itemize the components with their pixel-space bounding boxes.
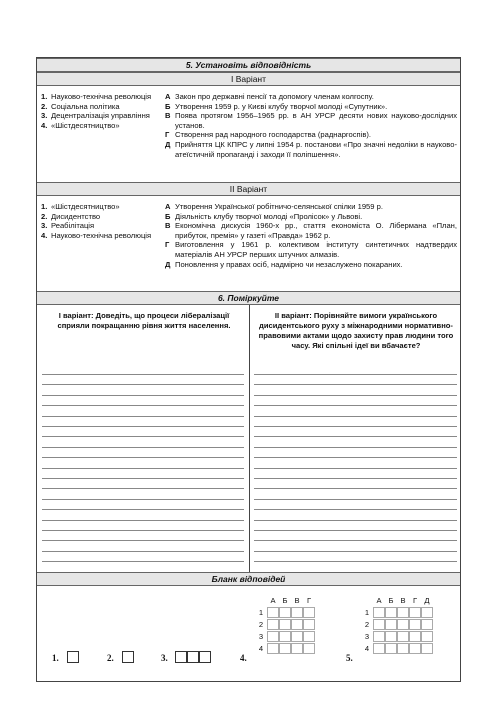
answer-5-grid-cell[interactable] <box>409 607 421 618</box>
variant2-left-item <box>41 231 161 241</box>
variant2-answer-line[interactable] <box>254 509 457 510</box>
variant2-left-item <box>41 221 161 231</box>
answer-5-grid-cell[interactable] <box>385 631 397 642</box>
variant2-body <box>37 202 460 302</box>
variant2-right-text: Діяльність клубу творчої молоді «Пролісок» у Львові. <box>175 211 363 221</box>
answer-4-grid-cell[interactable] <box>279 607 291 618</box>
variant1-answer-line[interactable] <box>42 416 244 417</box>
variant2-answer-line[interactable] <box>254 405 457 406</box>
answer-5-grid-cell[interactable] <box>373 607 385 618</box>
answer-5-grid-cell[interactable] <box>385 607 397 618</box>
answer-5-grid-cell[interactable] <box>409 631 421 642</box>
variant1-answer-line[interactable] <box>42 488 244 489</box>
answer-5-grid-cell[interactable] <box>373 631 385 642</box>
section5-title: 5. Установіть відповідність <box>37 58 460 72</box>
variant1-answer-line[interactable] <box>42 384 244 385</box>
section6-title: 6. Поміркуйте <box>37 291 460 305</box>
variant1-left-list <box>41 92 161 130</box>
variant1-title: I Варіант <box>37 72 460 86</box>
answer-4-grid-row-label: 4 <box>258 644 264 653</box>
variant1-right-item <box>165 102 457 112</box>
variant2-answer-line[interactable] <box>254 520 457 521</box>
variant1-answer-line[interactable] <box>42 395 244 396</box>
answer-5-grid-cell[interactable] <box>421 631 433 642</box>
answer-5-grid-col-label: А <box>376 596 382 605</box>
variant2-title: II Варіант <box>37 182 460 196</box>
answer-4-grid-cell[interactable] <box>291 631 303 642</box>
variant2-right-item <box>165 212 457 222</box>
variant1-left-item <box>41 111 161 121</box>
variant2-left-marker: 1. <box>41 202 48 211</box>
answer-4-label: 4. <box>240 653 247 663</box>
answer-4-grid-cell[interactable] <box>267 643 279 654</box>
task6-variant2-question: II варіант: Порівняйте вимоги українського дисидентського руху з міжнародними нормативно-правовими актами щодо захисту прав людини того часу. Які спільні ідеї ви вбачаєте? <box>258 311 454 350</box>
variant1-right-text: Поява протягом 1956–1965 рр. в АН УРСР десяти нових науково-дослідних установ. <box>175 111 457 130</box>
variant2-answer-line[interactable] <box>254 436 457 437</box>
variant1-answer-line[interactable] <box>42 561 244 562</box>
variant1-left-text: Соціальна політика <box>51 101 120 111</box>
answer-4-grid-cell[interactable] <box>267 607 279 618</box>
variant2-right-item <box>165 240 457 259</box>
variant2-left-text: Науково-технічна революція <box>51 230 152 240</box>
variant1-left-text: «Шістдесятництво» <box>51 120 120 130</box>
variant1-left-marker: 4. <box>41 120 48 130</box>
variant2-right-marker: Б <box>165 211 171 221</box>
variant2-right-list <box>165 202 457 269</box>
variant2-answer-line[interactable] <box>254 457 457 458</box>
answer-4-grid-cell[interactable] <box>291 607 303 618</box>
answer-5-grid-col-label: В <box>400 596 406 605</box>
answer-4-grid-cell[interactable] <box>291 643 303 654</box>
task6-area <box>37 305 460 572</box>
answer-4-grid-col-label: Б <box>282 596 288 605</box>
variant1-right-item <box>165 130 457 140</box>
variant2-left-text: Реабілітація <box>51 221 95 231</box>
variant2-answer-line[interactable] <box>254 551 457 552</box>
answer-5-grid-cell[interactable] <box>409 643 421 654</box>
answer-1-box[interactable] <box>67 651 79 663</box>
answer-4-grid-cell[interactable] <box>303 631 315 642</box>
variant1-right-marker: Д <box>165 139 171 149</box>
answer-4-grid-cell[interactable] <box>279 631 291 642</box>
answer-sheet <box>37 586 460 682</box>
variant1-left-item <box>41 121 161 131</box>
answer-5-grid-col-label: Г <box>412 596 418 605</box>
variant2-answer-line[interactable] <box>254 468 457 469</box>
variant1-answer-line[interactable] <box>42 551 244 552</box>
variant1-right-marker: Б <box>165 101 171 111</box>
variant2-answer-line[interactable] <box>254 499 457 500</box>
answer-1-label: 1. <box>52 653 59 663</box>
answer-4-grid-cell[interactable] <box>303 607 315 618</box>
variant1-right-item <box>165 140 457 159</box>
answer-4-grid-cell[interactable] <box>303 619 315 630</box>
variant2-left-marker: 3. <box>41 221 48 231</box>
variant2-answer-line[interactable] <box>254 478 457 479</box>
answer-5-grid-cell[interactable] <box>373 619 385 630</box>
variant2-right-marker: А <box>165 202 171 211</box>
answer-5-grid-row-label: 1 <box>364 608 370 617</box>
answer-3-box-2[interactable] <box>187 651 199 663</box>
variant1-right-marker: Г <box>165 130 170 140</box>
answer-4-grid-cell[interactable] <box>303 643 315 654</box>
variant2-right-text: Виготовлення у 1961 р. колективом інституту синтетичних надтвердих матеріалів АН УРСР перших штучних алмазів. <box>175 240 457 259</box>
answer-5-grid-cell[interactable] <box>397 643 409 654</box>
answer-4-grid-cell[interactable] <box>279 643 291 654</box>
answer-5-grid-row-label: 3 <box>364 632 370 641</box>
variant1-answer-line[interactable] <box>42 374 244 375</box>
answer-3-box-1[interactable] <box>175 651 187 663</box>
variant2-right-marker: В <box>165 221 171 231</box>
variant2-answer-line[interactable] <box>254 540 457 541</box>
variant2-answer-line[interactable] <box>254 384 457 385</box>
answer-3-label: 3. <box>161 653 168 663</box>
answer-4-grid-row-label: 1 <box>258 608 264 617</box>
answer-4-grid-cell[interactable] <box>267 619 279 630</box>
variant1-left-marker: 1. <box>41 92 48 101</box>
answer-3-box-3[interactable] <box>199 651 211 663</box>
answer-5-grid-col-label: Б <box>388 596 394 605</box>
variant1-right-text: Прийняття ЦК КПРС у липні 1954 р. постанови «Про значні недоліки в науково-атеїстичній пропаганді і заходи її поліпшення». <box>175 139 457 159</box>
variant1-answer-line[interactable] <box>42 426 244 427</box>
variant2-answer-line[interactable] <box>254 488 457 489</box>
variant1-answer-line[interactable] <box>42 530 244 531</box>
variant2-right-text: Поновлення у правах осіб, надмірно чи незаслужено покараних. <box>175 259 403 269</box>
variant1-left-text: Науково-технічна революція <box>51 92 152 101</box>
variant1-answer-line[interactable] <box>42 405 244 406</box>
variant1-answer-line[interactable] <box>42 436 244 437</box>
answer-5-grid-col-label: Д <box>424 596 430 605</box>
answer-5-grid-cell[interactable] <box>409 619 421 630</box>
variant1-answer-line[interactable] <box>42 540 244 541</box>
variant2-right-item <box>165 260 457 270</box>
answer-5-grid-cell[interactable] <box>397 607 409 618</box>
variant1-left-item <box>41 102 161 112</box>
answer-4-grid-cell[interactable] <box>267 631 279 642</box>
variant2-left-text: Дисидентство <box>51 211 101 221</box>
variant2-answer-line[interactable] <box>254 426 457 427</box>
answer-5-grid-row-label: 4 <box>364 644 370 653</box>
answer-4-grid-row-label: 3 <box>258 632 264 641</box>
variant2-left-item <box>41 212 161 222</box>
answer-2-label: 2. <box>107 653 114 663</box>
variant2-left-item <box>41 202 161 212</box>
variant2-left-list <box>41 202 161 240</box>
variant2-answer-line[interactable] <box>254 447 457 448</box>
variant1-right-text: Утворення 1959 р. у Києві клубу творчої молоді «Супутник». <box>175 101 388 111</box>
variant1-answer-line[interactable] <box>42 499 244 500</box>
variant2-right-marker: Д <box>165 259 171 269</box>
worksheet-frame <box>36 57 461 682</box>
variant2-right-marker: Г <box>165 240 170 250</box>
variant2-left-marker: 4. <box>41 230 48 240</box>
task6-variant1-question: I варіант: Доведіть, що процеси лібералізації сприяли покращанню рівня життя населення. <box>57 311 231 330</box>
task6-divider <box>249 305 250 572</box>
variant1-answer-line[interactable] <box>42 457 244 458</box>
answer-4-grid-cell[interactable] <box>279 619 291 630</box>
variant1-right-text: Закон про державні пенсії та допомогу членам колгоспу. <box>175 92 374 101</box>
answer-5-grid-cell[interactable] <box>421 607 433 618</box>
variant1-left-marker: 3. <box>41 111 48 121</box>
variant1-answer-line[interactable] <box>42 509 244 510</box>
variant1-right-text: Створення рад народного господарства (раднаргоспів). <box>175 130 372 140</box>
variant1-right-marker: В <box>165 111 171 121</box>
variant2-right-item <box>165 202 457 212</box>
variant2-right-text: Утворення Української робітничо-селянської спілки 1959 р. <box>175 202 383 211</box>
answer-4-grid-col-label: А <box>270 596 276 605</box>
variant1-left-item <box>41 92 161 102</box>
variant1-answer-line[interactable] <box>42 520 244 521</box>
variant1-left-text: Децентралізація управління <box>51 111 150 121</box>
variant1-right-list <box>165 92 457 159</box>
answer-5-grid-cell[interactable] <box>397 631 409 642</box>
variant2-answer-line[interactable] <box>254 561 457 562</box>
answer-4-grid-cell[interactable] <box>291 619 303 630</box>
variant1-right-item <box>165 111 457 130</box>
variant1-right-item <box>165 92 457 102</box>
variant1-right-marker: А <box>165 92 171 101</box>
variant2-answer-line[interactable] <box>254 395 457 396</box>
variant2-answer-line[interactable] <box>254 530 457 531</box>
answer-5-grid-cell[interactable] <box>385 643 397 654</box>
variant2-left-text: «Шістдесятництво» <box>51 202 120 211</box>
answer-5-grid-cell[interactable] <box>421 643 433 654</box>
answer-4-grid-row-label: 2 <box>258 620 264 629</box>
answer-5-grid-cell[interactable] <box>421 619 433 630</box>
variant1-answer-line[interactable] <box>42 468 244 469</box>
answer-2-box[interactable] <box>122 651 134 663</box>
variant2-right-item <box>165 221 457 240</box>
answer-5-label: 5. <box>346 653 353 663</box>
variant1-answer-line[interactable] <box>42 447 244 448</box>
variant2-right-text: Економічна дискусія 1960-х рр., стаття економіста О. Лібермана «План, прибуток, премія» у газеті «Правда» 1962 р. <box>175 221 457 240</box>
answer-4-grid-col-label: Г <box>306 596 312 605</box>
answer-5-grid-row-label: 2 <box>364 620 370 629</box>
answer-5-grid-cell[interactable] <box>373 643 385 654</box>
answer-5-grid-cell[interactable] <box>385 619 397 630</box>
variant1-left-marker: 2. <box>41 101 48 111</box>
variant2-left-marker: 2. <box>41 211 48 221</box>
variant2-answer-line[interactable] <box>254 374 457 375</box>
answer-4-grid-col-label: В <box>294 596 300 605</box>
answer-5-grid-cell[interactable] <box>397 619 409 630</box>
variant2-answer-line[interactable] <box>254 416 457 417</box>
answer-sheet-title: Бланк відповідей <box>37 572 460 586</box>
variant1-answer-line[interactable] <box>42 478 244 479</box>
